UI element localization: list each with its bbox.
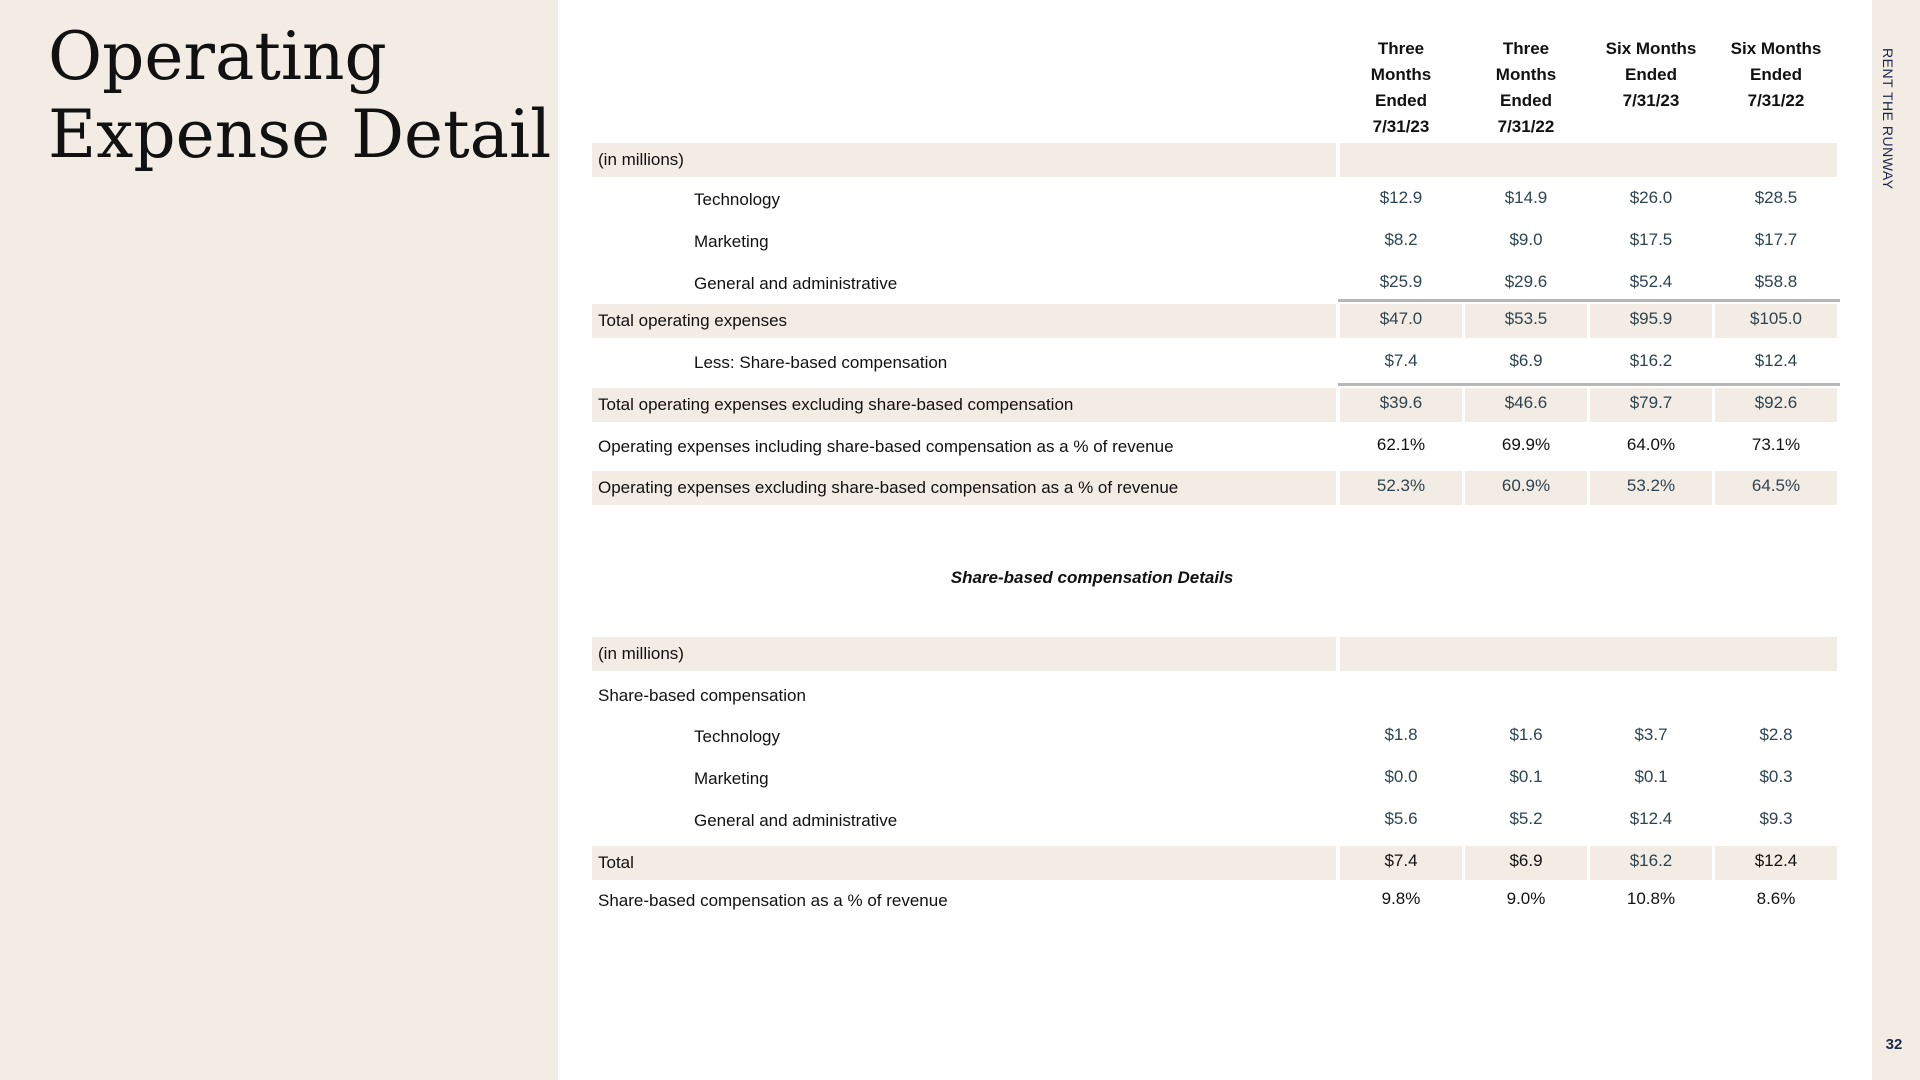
row-value: $6.9 <box>1509 351 1543 370</box>
row-value: $29.6 <box>1504 272 1548 291</box>
row-value: $1.6 <box>1509 725 1543 744</box>
row-value: $9.3 <box>1759 809 1793 828</box>
table-row <box>592 471 1840 505</box>
row-value: 9.8% <box>1381 889 1421 908</box>
row-value: $9.0 <box>1509 230 1543 249</box>
subtotal-rule <box>1338 299 1840 302</box>
row-value: $28.5 <box>1754 188 1798 207</box>
expense-tables <box>592 0 1840 1080</box>
column-header: Three Months Ended 7/31/23 <box>1370 39 1432 136</box>
section-title: Share-based compensation Details <box>950 568 1234 587</box>
row-value: $25.9 <box>1379 272 1423 291</box>
row-label: Operating expenses including share-based compensation as a % of revenue <box>598 437 1174 456</box>
row-value: 10.8% <box>1626 889 1676 908</box>
row-value: $16.2 <box>1629 351 1673 370</box>
row-value: $7.4 <box>1384 351 1418 370</box>
brand-strip <box>1872 0 1920 1080</box>
table-row <box>592 183 1840 217</box>
title-panel <box>0 0 558 1080</box>
unit-row-fill <box>1340 143 1837 177</box>
row-value: 73.1% <box>1751 435 1801 454</box>
row-label: Total <box>592 846 1336 880</box>
row-value: 62.1% <box>1376 435 1426 454</box>
unit-label: (in millions) <box>592 637 1336 671</box>
row-value: 52.3% <box>1340 471 1462 505</box>
group-heading: Share-based compensation <box>598 686 806 705</box>
column-header: Three Months Ended 7/31/22 <box>1495 39 1557 136</box>
page-number: 32 <box>1885 1036 1903 1053</box>
row-value: $6.9 <box>1465 846 1587 880</box>
row-label: Marketing <box>694 769 769 788</box>
row-value: $5.6 <box>1384 809 1418 828</box>
row-value: $58.8 <box>1754 272 1798 291</box>
row-value: $1.8 <box>1384 725 1418 744</box>
total-row <box>592 846 1840 880</box>
row-value: $7.4 <box>1340 846 1462 880</box>
row-value: $53.5 <box>1465 304 1587 338</box>
row-value: $0.1 <box>1509 767 1543 786</box>
row-value: $92.6 <box>1715 388 1837 422</box>
row-value: 8.6% <box>1756 889 1796 908</box>
row-value: $95.9 <box>1590 304 1712 338</box>
row-label: Technology <box>694 190 781 209</box>
row-value: $52.4 <box>1629 272 1673 291</box>
row-value: $47.0 <box>1340 304 1462 338</box>
table-row <box>592 267 1840 301</box>
table-row <box>592 720 1840 754</box>
row-value: $12.9 <box>1379 188 1423 207</box>
brand-label: RENT THE RUNWAY <box>1880 48 1896 190</box>
row-label: Share-based compensation as a % of revenue <box>598 891 948 910</box>
unit-row <box>592 637 1840 671</box>
row-value: $0.3 <box>1759 767 1793 786</box>
row-value: $0.1 <box>1634 767 1668 786</box>
subtotal-rule <box>1338 383 1840 386</box>
row-value: $12.4 <box>1754 351 1798 370</box>
table-row <box>592 884 1840 918</box>
row-label: Less: Share-based compensation <box>694 353 948 372</box>
row-label: Total operating expenses <box>592 304 1336 338</box>
row-value: $8.2 <box>1384 230 1418 249</box>
row-value: $5.2 <box>1509 809 1543 828</box>
row-label: General and administrative <box>694 811 898 830</box>
row-value: $16.2 <box>1590 846 1712 880</box>
row-value: $17.7 <box>1754 230 1798 249</box>
column-header: Six Months Ended 7/31/22 <box>1730 39 1822 110</box>
table-row <box>592 679 1840 713</box>
table-row <box>592 804 1840 838</box>
row-label: General and administrative <box>694 274 898 293</box>
row-label: Operating expenses excluding share-based compensation as a % of revenue <box>592 471 1336 505</box>
row-label: Total operating expenses excluding share-based compensation <box>592 388 1336 422</box>
table-row <box>592 225 1840 259</box>
row-value: $12.4 <box>1629 809 1673 828</box>
unit-row <box>592 143 1840 177</box>
row-value: 53.2% <box>1590 471 1712 505</box>
row-value: 64.5% <box>1715 471 1837 505</box>
row-value: $17.5 <box>1629 230 1673 249</box>
row-value: $79.7 <box>1590 388 1712 422</box>
column-header: Six Months Ended 7/31/23 <box>1605 39 1697 110</box>
total-row <box>592 304 1840 338</box>
row-value: $12.4 <box>1715 846 1837 880</box>
table-row <box>592 430 1840 464</box>
row-value: 69.9% <box>1501 435 1551 454</box>
page-title: Operating Expense Detail <box>48 18 552 173</box>
total-row <box>592 388 1840 422</box>
row-label: Technology <box>694 727 781 746</box>
row-value: $0.0 <box>1384 767 1418 786</box>
row-value: $3.7 <box>1634 725 1668 744</box>
table-row <box>592 346 1840 380</box>
row-value: 60.9% <box>1465 471 1587 505</box>
row-value: $2.8 <box>1759 725 1793 744</box>
row-value: $105.0 <box>1715 304 1837 338</box>
row-label: Marketing <box>694 232 769 251</box>
row-value: $26.0 <box>1629 188 1673 207</box>
unit-row-fill <box>1340 637 1837 671</box>
table-row <box>592 762 1840 796</box>
row-value: $14.9 <box>1504 188 1548 207</box>
row-value: 9.0% <box>1506 889 1546 908</box>
row-value: $39.6 <box>1340 388 1462 422</box>
unit-label: (in millions) <box>592 143 1336 177</box>
row-value: $46.6 <box>1465 388 1587 422</box>
row-value: 64.0% <box>1626 435 1676 454</box>
